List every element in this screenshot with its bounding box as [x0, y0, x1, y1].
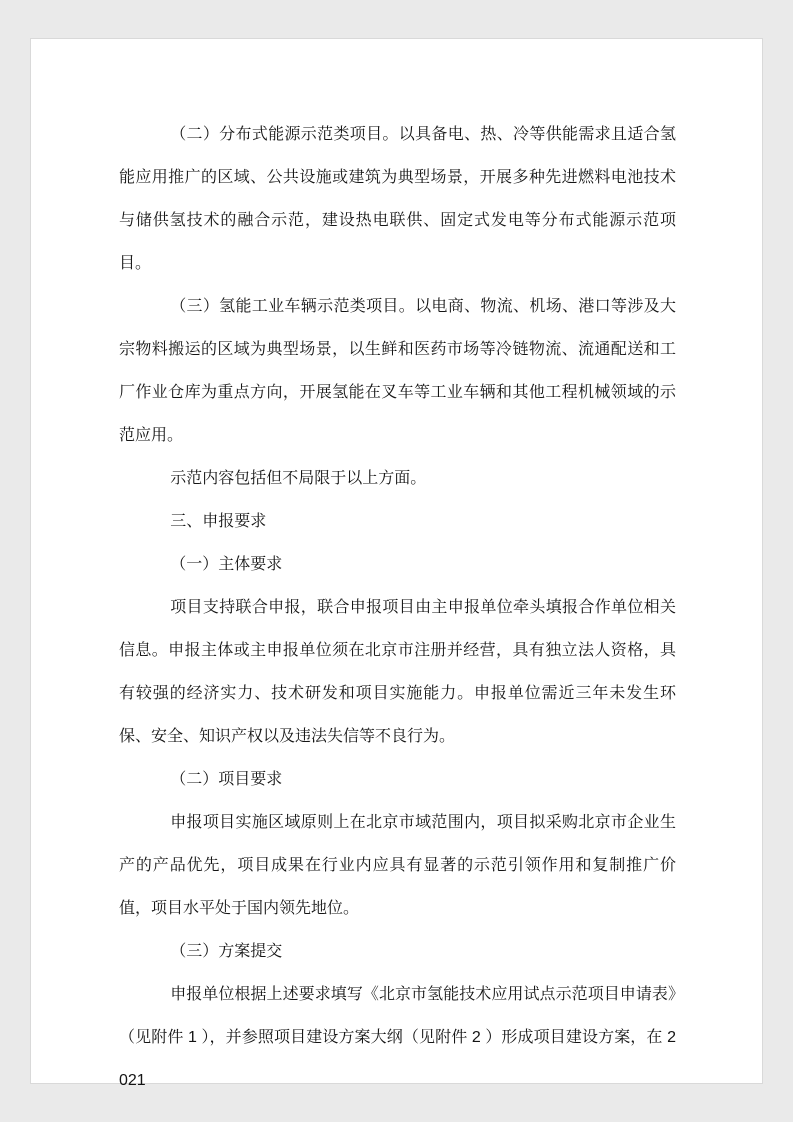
paragraph: （三）氢能工业车辆示范类项目。以电商、物流、机场、港口等涉及大宗物料搬运的区域为典型场景，以生鲜和医药市场等冷链物流、流通配送和工厂作业仓库为重点方向，开展氢能在叉车等工业车辆和其他工程机械领域的示范应用。	[119, 298, 676, 444]
paragraph: 申报单位根据上述要求填写《北京市氢能技术应用试点示范项目申请表》（见附件 1 ），并参照项目建设方案大纲（见附件 2 ）形成项目建设方案，在 2021	[119, 986, 676, 1089]
document-page	[30, 38, 763, 1089]
section-heading: 三、申报要求	[170, 513, 267, 530]
subsection-heading: （一）主体要求	[170, 556, 283, 573]
subsection-heading: （三）方案提交	[170, 943, 283, 960]
paragraph: 示范内容包括但不局限于以上方面。	[170, 470, 427, 487]
paragraph: 申报项目实施区域原则上在北京市域范围内，项目拟采购北京市企业生产的产品优先，项目成果在行业内应具有显著的示范引领作用和复制推广价值，项目水平处于国内领先地位。	[119, 814, 676, 917]
paragraph: （二）分布式能源示范类项目。以具备电、热、冷等供能需求且适合氢能应用推广的区域、公共设施或建筑为典型场景，开展多种先进燃料电池技术与储供氢技术的融合示范，建设热电联供、固定式发电等分布式能源示范项目。	[119, 126, 676, 272]
paragraph: 项目支持联合申报，联合申报项目由主申报单位牵头填报合作单位相关信息。申报主体或主申报单位须在北京市注册并经营，具有独立法人资格，具有较强的经济实力、技术研发和项目实施能力。申报单位需近三年未发生环保、安全、知识产权以及违法失信等不良行为。	[119, 599, 676, 745]
document-body	[119, 113, 676, 1102]
subsection-heading: （二）项目要求	[170, 771, 283, 788]
